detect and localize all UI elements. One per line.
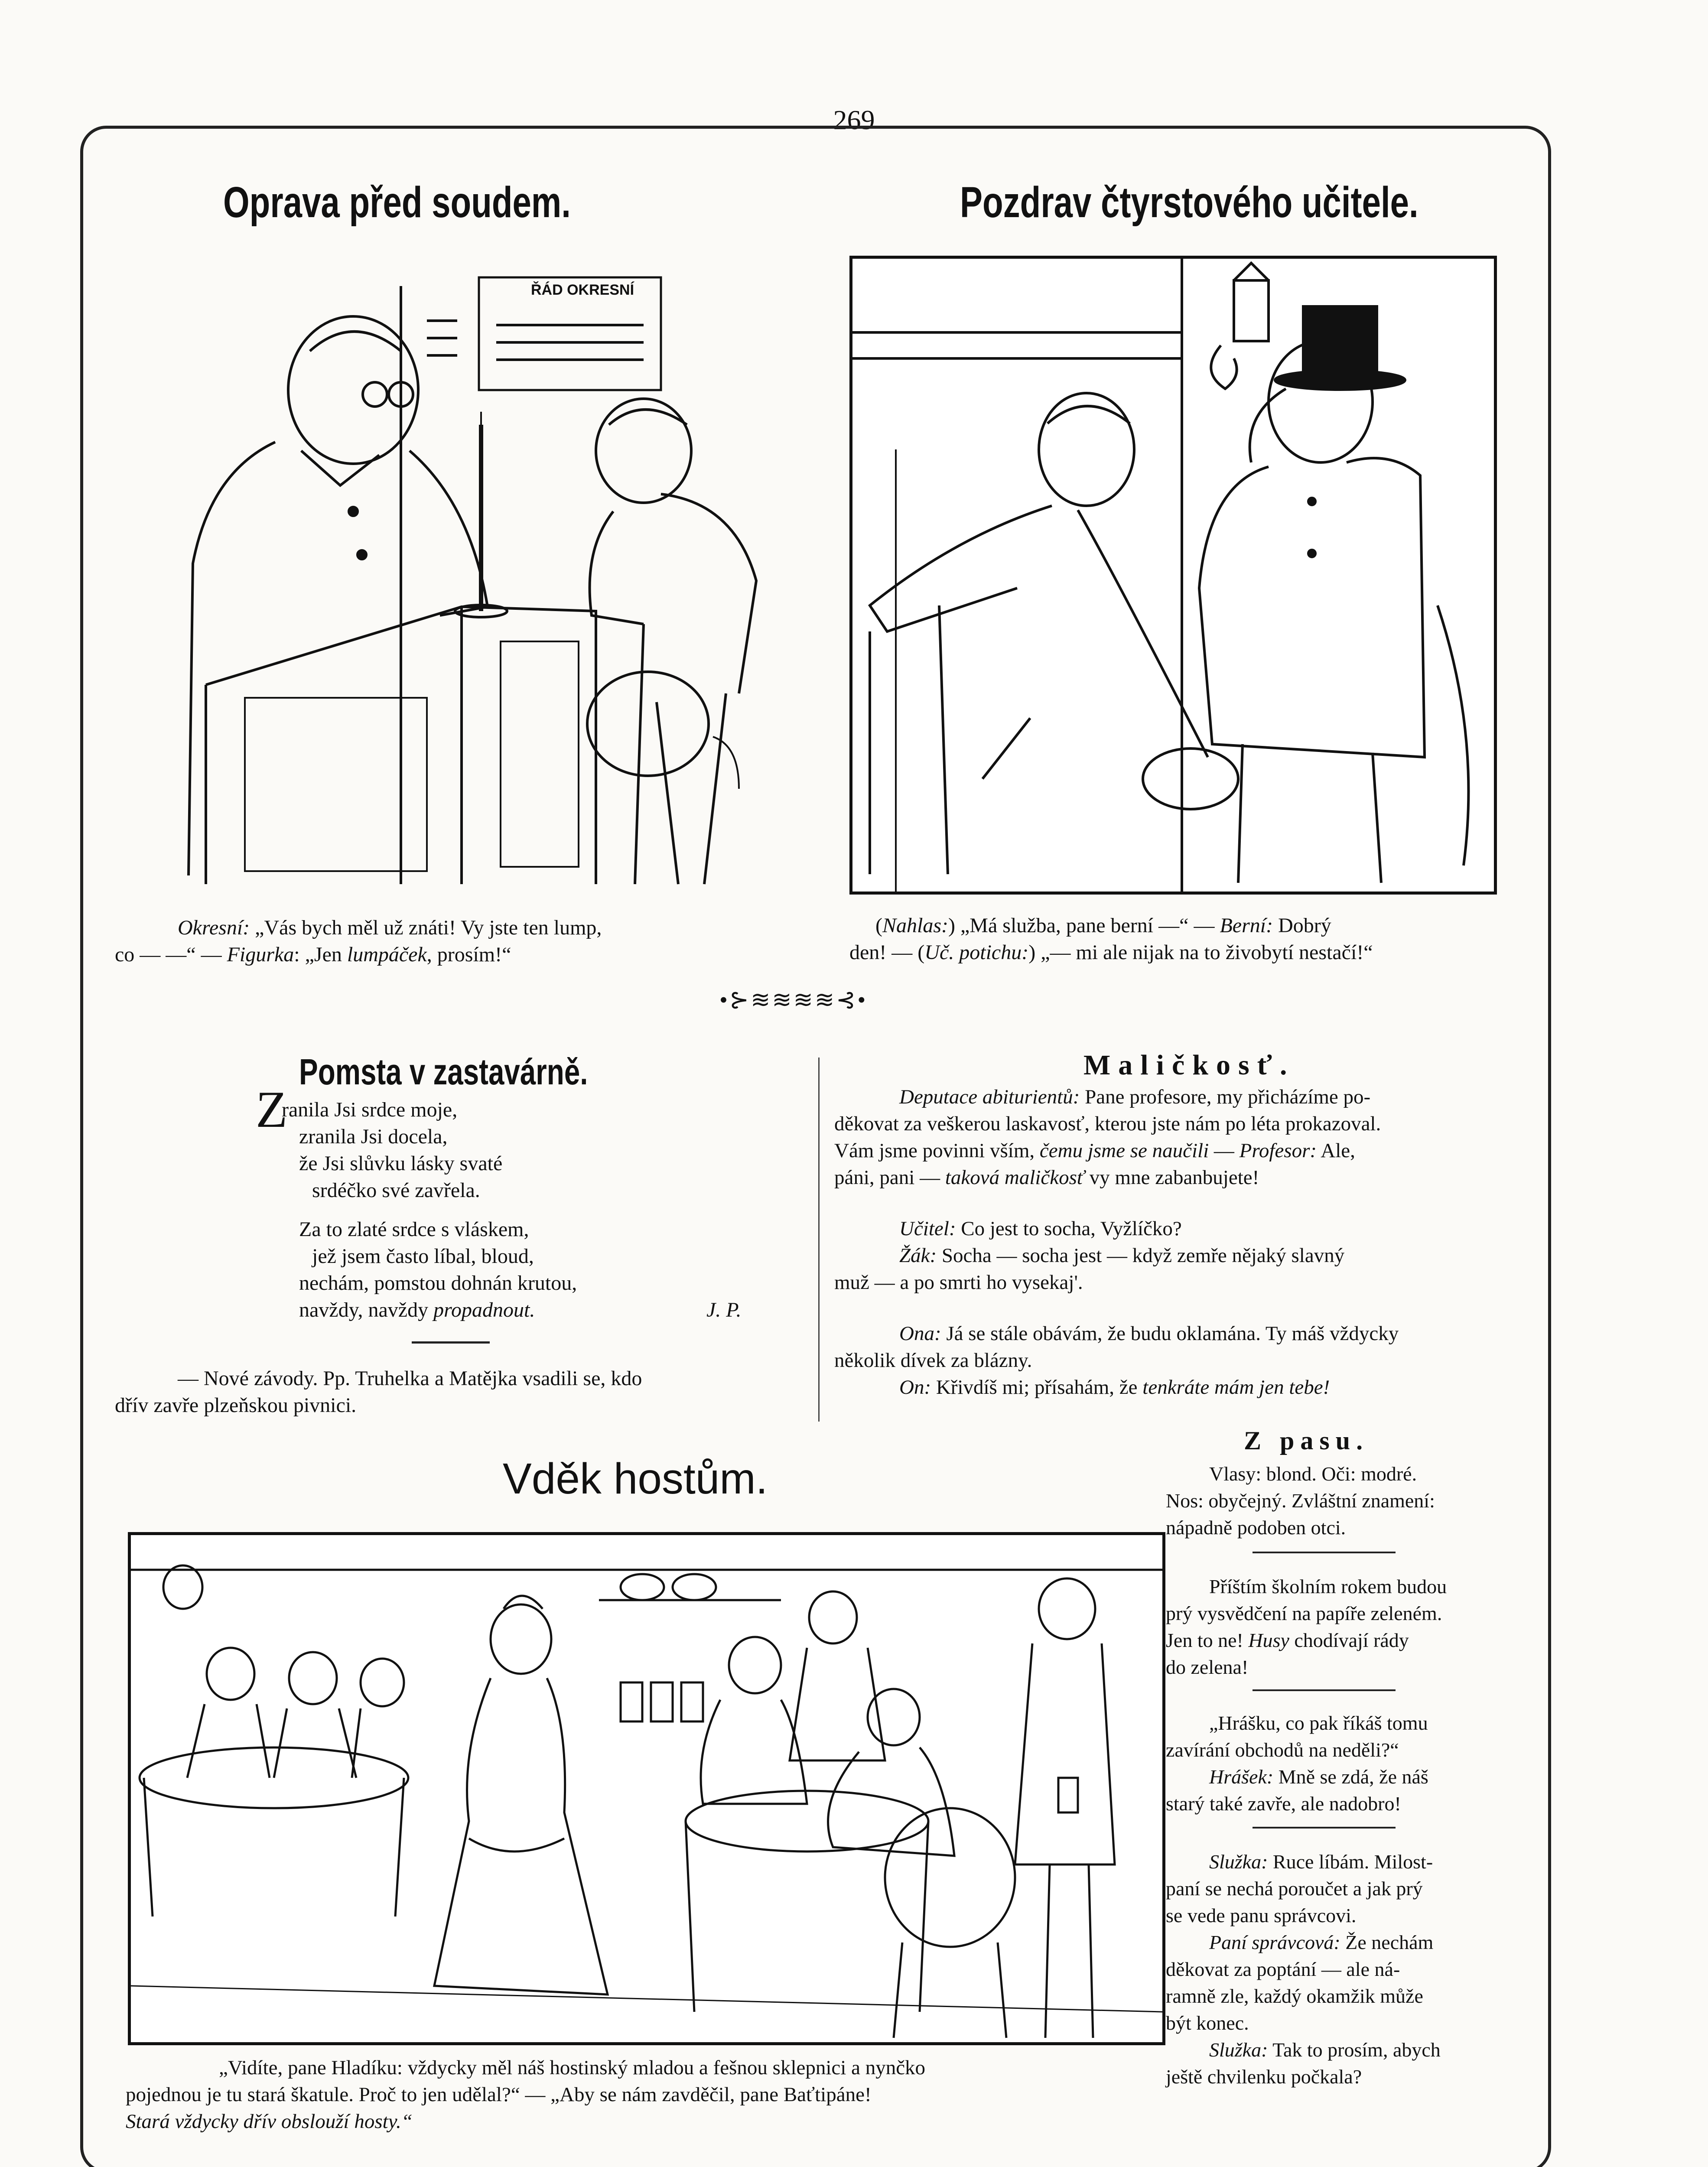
caption-vdek-line2: pojednou je tu stará škatule. Proč to jen udělal?“ — „Aby se nám zavděčil, pane Baťtipáne! xyxy=(126,2083,872,2106)
text-sluzka xyxy=(1166,1848,1521,2090)
zpasu-line: Nos: obyčejný. Zvláštní znamení: xyxy=(1166,1490,1435,1512)
ornament-divider: •⊱≋≋≋≋⊰• xyxy=(719,987,868,1013)
poem-line: zranila Jsi docela, xyxy=(299,1125,448,1148)
zpasu-line: Vlasy: blond. Oči: modré. xyxy=(1209,1463,1417,1485)
text-vysvedceni xyxy=(1166,1573,1521,1681)
malickost-line: Ona: Já se stále obávám, že budu oklamána. Ty máš vždycky xyxy=(899,1322,1399,1345)
zpasu-line: nápadně podoben otci. xyxy=(1166,1516,1346,1539)
caption-oprava-line2: co — —“ — Figurka: „Jen lumpáček, prosím!“ xyxy=(115,943,511,966)
sluzka-line: Paní správcová: Že nechám xyxy=(1209,1931,1434,1953)
sluzka-line: se vede panu správcovi. xyxy=(1166,1904,1357,1926)
vysvedceni-line: do zelena! xyxy=(1166,1656,1249,1678)
vysvedceni-line: Příštím školním rokem budou xyxy=(1209,1575,1447,1598)
rule-vysvedceni xyxy=(1253,1689,1396,1691)
hrasek-line: starý také zavře, ale nadobro! xyxy=(1166,1793,1401,1815)
hrasek-line: Hrášek: Mně se zdá, že náš xyxy=(1209,1766,1428,1788)
caption-pozdrav-line1: (Nahlas:) „Má služba, pane berní —“ — Berní: Dobrý xyxy=(875,914,1331,937)
rule-hrasek xyxy=(1253,1827,1396,1829)
illustration-restaurant xyxy=(128,1532,1165,2045)
malickost-line: několik dívek za blázny. xyxy=(834,1349,1032,1372)
page-number: 269 xyxy=(0,104,1708,136)
title-oprava: Oprava před soudem. xyxy=(223,178,571,227)
poem-line: ranila Jsi srdce moje, xyxy=(282,1098,458,1121)
malickost-line: Žák: Socha — socha jest — když zemře nějaký slavný xyxy=(899,1244,1345,1267)
text-zpasu xyxy=(1166,1461,1521,1541)
court-sign-text: ŘÁD OKRESNÍ xyxy=(531,282,634,298)
malickost-line: On: Křivdíš mi; přísahám, že tenkráte mám jen tebe! xyxy=(899,1376,1330,1399)
sluzka-line: Služka: Tak to prosím, abych xyxy=(1209,2039,1441,2061)
title-zpasu: Z pasu. xyxy=(1244,1426,1369,1455)
malickost-line: Deputace abiturientů: Pane profesore, my přicházíme po- xyxy=(899,1086,1371,1108)
caption-vdek-line1: „Vidíte, pane Hladíku: vždycky měl náš hostinský mladou a fešnou sklepnici a nynčko xyxy=(219,2056,926,2079)
text-hrasek xyxy=(1166,1710,1521,1817)
sluzka-line: děkovat za poptání — ale ná- xyxy=(1166,1958,1400,1980)
hrasek-line: zavírání obchodů na neděli?“ xyxy=(1166,1739,1399,1761)
caption-oprava-line1: Okresní: „Vás bych měl už znáti! Vy jste ten lump, xyxy=(178,916,602,939)
poem-line: Za to zlaté srdce s vláskem, xyxy=(299,1218,529,1241)
poem-last-line: navždy, navždy propadnout. J. P. xyxy=(256,1297,793,1324)
rule-zpasu xyxy=(1253,1552,1396,1553)
sluzka-line: ramně zle, každý okamžik může xyxy=(1166,1985,1423,2007)
poem-stanza1 xyxy=(256,1080,793,1204)
poem-line: že Jsi slůvku lásky svaté xyxy=(299,1152,503,1175)
vysvedceni-line: prý vysvědčení na papíře zeleném. xyxy=(1166,1602,1442,1624)
teacher-drawing xyxy=(852,259,1494,892)
malickost-line: děkovat za veškerou laskavosť, kterou jste nám po léta prokazoval. xyxy=(834,1113,1381,1135)
poem-pomsta xyxy=(256,1080,793,1324)
malickost-line: Učitel: Co jest to socha, Vyžlíčko? xyxy=(899,1217,1182,1240)
title-pozdrav: Pozdrav čtyrstového učitele. xyxy=(960,178,1418,227)
malickost-line: páni, pani — taková maličkosť vy mne zabanbujete! xyxy=(834,1166,1259,1189)
sluzka-line: ještě chvilenku počkala? xyxy=(1166,2066,1362,2088)
text-malickost xyxy=(834,1084,1519,1401)
hrasek-line: „Hrášku, co pak říkáš tomu xyxy=(1209,1712,1428,1734)
zavody-line2: dřív zavře plzeňskou pivnici. xyxy=(115,1394,357,1417)
poem-signature: J. P. xyxy=(706,1298,742,1321)
poem-line: jež jsem často líbal, bloud, xyxy=(312,1245,534,1268)
caption-pozdrav-line2: den! — (Uč. potichu:) „— mi ale nijak na to živobytí nestačí!“ xyxy=(849,941,1373,964)
illustration-court xyxy=(158,269,808,893)
vysvedceni-line: Jen to ne! Husy chodívají rády xyxy=(1166,1629,1409,1651)
sluzka-line: být konec. xyxy=(1166,2012,1249,2034)
poem-line: nechám, pomstou dohnán krutou, xyxy=(299,1272,577,1295)
sluzka-line: paní se nechá poroučet a jak prý xyxy=(1166,1877,1423,1900)
poem-stanza2 xyxy=(256,1216,793,1324)
caption-oprava xyxy=(115,914,791,968)
zavody-line1: — Nové závody. Pp. Truhelka a Matějka vsadili se, kdo xyxy=(178,1367,642,1390)
title-vdek: Vděk hostům. xyxy=(503,1454,768,1503)
court-drawing xyxy=(158,269,808,893)
rule-pomsta xyxy=(412,1341,490,1344)
text-zavody xyxy=(115,1365,808,1419)
title-malickost: Maličkosť. xyxy=(1083,1049,1295,1081)
sluzka-line: Služka: Ruce líbám. Milost- xyxy=(1209,1851,1433,1873)
malickost-line: Vám jsme povinni vším, čemu jsme se naučili — Profesor: Ale, xyxy=(834,1139,1355,1162)
poem-dropcap: Z xyxy=(256,1080,288,1138)
illustration-teacher xyxy=(849,256,1497,895)
restaurant-drawing xyxy=(131,1535,1162,2042)
malickost-line: muž — a po smrti ho vysekaj'. xyxy=(834,1271,1083,1294)
caption-vdek-line3: Stará vždycky dřív obslouží hosty.“ xyxy=(126,2110,413,2133)
title-pomsta: Pomsta v zastavárně. xyxy=(299,1051,588,1092)
poem-line: srdéčko své zavřela. xyxy=(312,1179,480,1202)
caption-vdek xyxy=(126,2054,1174,2135)
column-rule xyxy=(818,1057,820,1422)
caption-pozdrav xyxy=(849,912,1517,966)
